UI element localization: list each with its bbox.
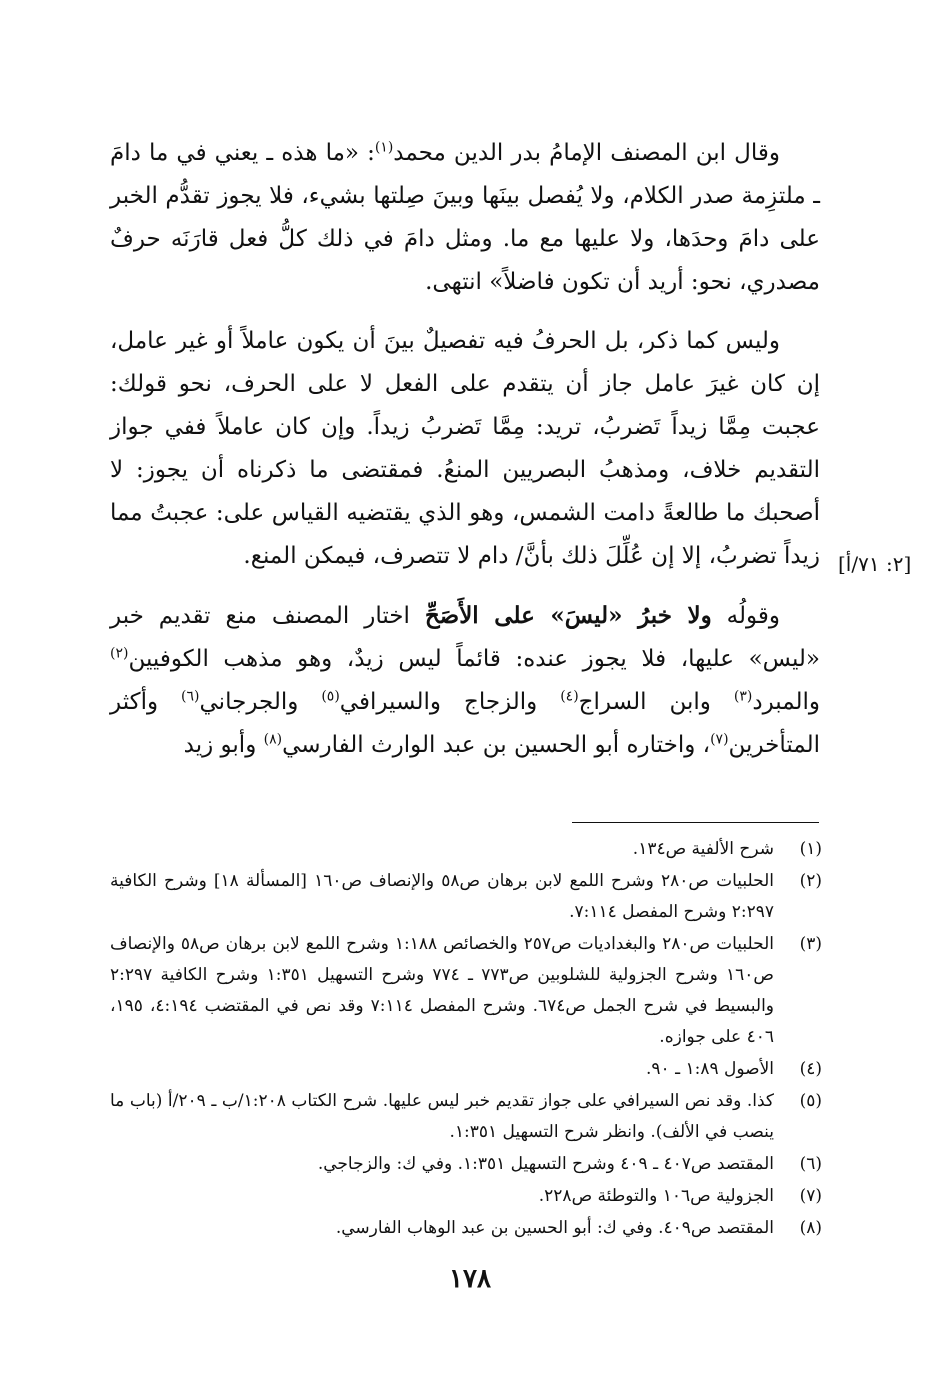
paragraph-2: وليس كما ذكر، بل الحرفُ فيه تفصيلٌ بينَ أن يكون عاملاً أو غير عامل، إن كان غيرَ عامل جاز أن يتقدم على الفعل لا على الحرف، نحو قولك: عجبت مِمَّا زيداً تَضربُ، تريد: مِمَّا تَضربُ زيداً. وإن كان عاملاً ففي جواز التقديم خلاف، ومذهبُ البصريين المنعُ. فمقتضى ما ذكرناه أن يجوز: لا أصحبك ما طالعةً دامت الشمس، وهو الذي يقتضيه القياس على: عجبتُ مما زيداً تضربُ، إلا إن عُلِّلَ ذلك بأنَّ/ دام لا تتصرف، فيمكن المنع. xyxy=(110,328,820,569)
page-number: ١٧٨ xyxy=(449,1264,491,1294)
paragraph-3: وقولُه ولا خبرُ «ليسَ» على الأَصَحِّ اختار المصنف منع تقديم خبر «ليس» عليها، فلا يجوز عنده: قائماً ليس زيدٌ، وهو مذهب الكوفيين$^{(٢)}$ والمبرد$^{(٣)}$ وابن السراج$^{(٤)}$ والزجاج والسيرافي$^{(٥)}$ والجرجاني$^{(٦)}$ وأكثر المتأخرين$^{(٧)}$، واختاره أبو الحسين بن عبد الوارث الفارسي$^{(٨)}$ وأبو زيد xyxy=(110,602,821,758)
footnote xyxy=(110,1149,822,1180)
footnote-text: الحلبيات ص٢٨٠ والبغداديات ص٢٥٧ والخصائص ١:١٨٨ وشرح اللمع لابن برهان ص٥٨ والإنصاف ص١٦٠ وشرح الجزولية للشلوبين ص٧٧٣ ـ ٧٧٤ وشرح التسهيل ١:٣٥١ وشرح الكافية ٢:٢٩٧ والبسيط في شرح الجمل ص٦٧٤. وشرح المفصل ٧:١١٤ وقد نص في المقتضب ٤:١٩٤، ١٩٥، ٤٠٦ على جوازه. xyxy=(110,934,775,1047)
footnote-number: (٣) xyxy=(799,934,822,954)
footnote-separator xyxy=(572,822,819,823)
footnote xyxy=(110,1181,822,1212)
footnote-number: (٦) xyxy=(799,1154,822,1174)
footnote-ref-4: (٤) xyxy=(560,688,579,705)
footnote xyxy=(110,929,822,1053)
footnote xyxy=(110,866,822,928)
quoted-matn: ولا خبرُ «ليسَ» على الأَصَحِّ xyxy=(424,602,712,629)
manuscript-folio-marker: [٢: ٧١/أ] xyxy=(838,552,912,576)
footnote-ref-8: (٨) xyxy=(263,731,283,748)
main-text xyxy=(110,132,820,783)
footnote xyxy=(110,1054,822,1085)
footnote-ref-5: (٥) xyxy=(321,688,340,705)
footnote-text: كذا. وقد نص السيرافي على جواز تقديم خبر ليس عليها. شرح الكتاب ١:٢٠٨/ب ـ ٢٠٩/أ (باب ما ينصب في الألف). وانظر شرح التسهيل ١:٣٥١. xyxy=(110,1091,774,1142)
footnote-ref-1: (١) xyxy=(374,139,394,156)
footnote-number: (٤) xyxy=(799,1059,822,1079)
footnote-ref-7: (٧) xyxy=(710,731,729,748)
footnote-number: (٥) xyxy=(799,1091,822,1111)
footnote-ref-3: (٣) xyxy=(733,688,753,705)
footnote-number: (١) xyxy=(799,839,822,859)
footnote-number: (٢) xyxy=(799,871,822,891)
footnote-text: الجزولية ص١٠٦ والتوطئة ص٢٢٨. xyxy=(538,1186,774,1206)
footnotes xyxy=(110,834,822,1245)
footnote-number: (٧) xyxy=(799,1186,822,1206)
footnote-text: الحلبيات ص٢٨٠ وشرح اللمع لابن برهان ص٥٨ والإنصاف ص١٦٠ [المسألة ١٨] وشرح الكافية ٢:٢٩٧ وشرح المفصل ٧:١١٤. xyxy=(110,871,775,922)
paragraph-1: وقال ابن المصنف الإمامُ بدر الدين محمد$^{(١)}$: «ما هذه ـ يعني في ما دامَ ـ ملتزِمة صدر الكلام، ولا يُفصل بينَها وبينَ صِلتها بشيء، فلا يجوز تقدُّم الخبر على دامَ وحدَها، ولا عليها مع ما. ومثل دامَ في ذلك كلُّ فعل قارَنَه حرفٌ مصدري، نحو: أريد أن تكون فاضلاً» انتهى. xyxy=(110,139,820,295)
footnote-text: المقتصد ص٤٠٧ ـ ٤٠٩ وشرح التسهيل ١:٣٥١. وفي ك: والزجاجي. xyxy=(317,1154,774,1174)
footnote-number: (٨) xyxy=(799,1218,822,1238)
footnote-text: شرح الألفية ص١٣٤. xyxy=(632,839,774,859)
footnote-ref-2: (٢) xyxy=(110,645,129,662)
footnote xyxy=(110,1213,822,1244)
footnote-text: المقتصد ص٤٠٩. وفي ك: أبو الحسين بن عبد الوهاب الفارسي. xyxy=(335,1218,774,1238)
footnote xyxy=(110,834,822,865)
footnote-text: الأصول ١:٨٩ ـ ٩٠. xyxy=(646,1059,774,1079)
footnote xyxy=(110,1086,822,1148)
footnote-ref-6: (٦) xyxy=(181,688,200,705)
